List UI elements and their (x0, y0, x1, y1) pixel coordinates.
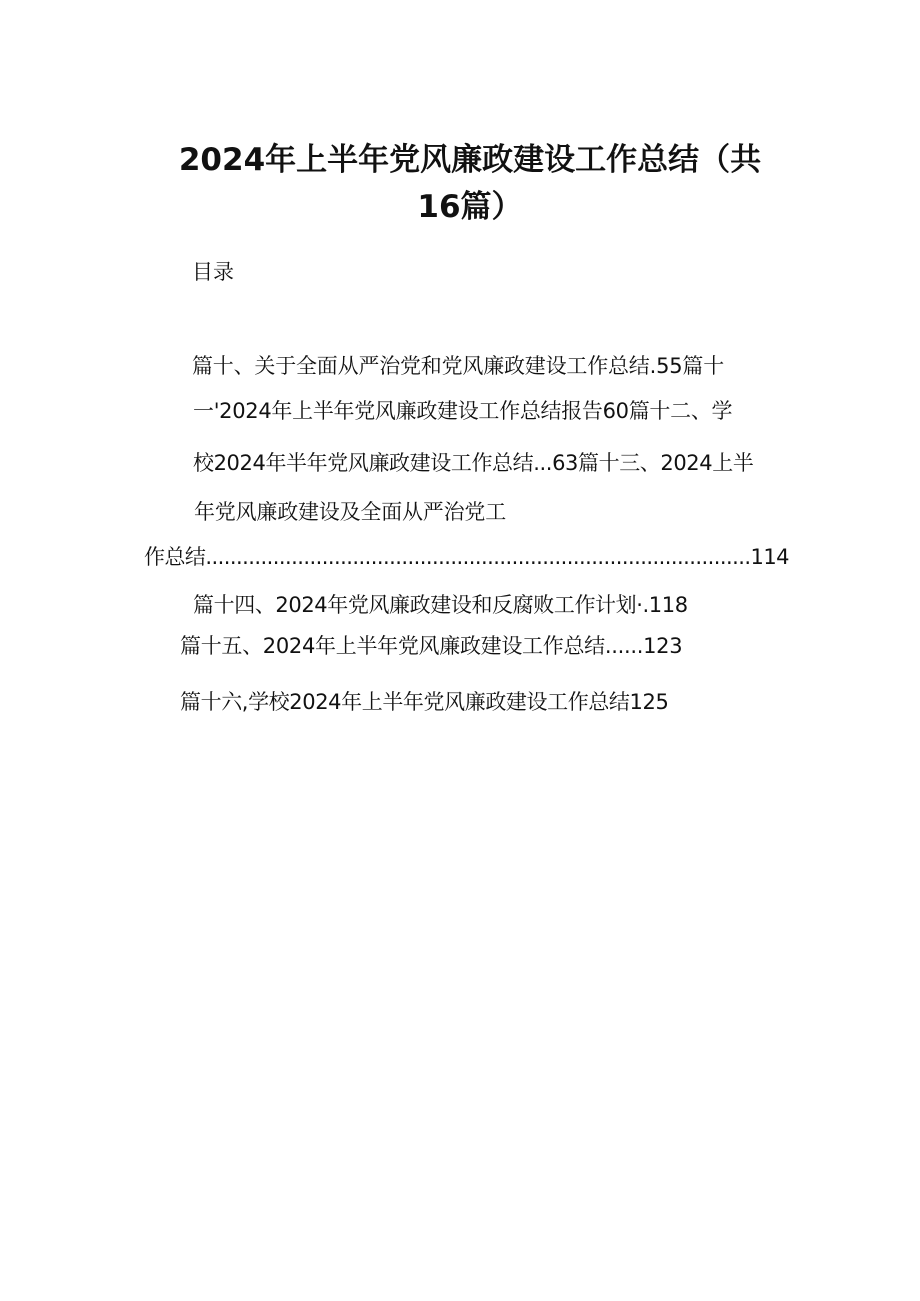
toc-line[interactable]: 篇十四、2024年党风廉政建设和反腐败工作计划·.118 (193, 593, 688, 617)
document-title-line-2: 16篇） (417, 189, 523, 225)
toc-line[interactable]: 年党风廉政建设及全面从严治党工 (194, 500, 506, 524)
toc-line[interactable]: 校2024年半年党风廉政建设工作总结...63篇十三、2024上半 (193, 451, 754, 475)
toc-line[interactable]: 篇十五、2024年上半年党风廉政建设工作总结......123 (180, 634, 683, 658)
toc-line[interactable]: 篇十六,学校2024年上半年党风廉政建设工作总结125 (180, 690, 669, 714)
toc-heading: 目录 (192, 260, 234, 284)
toc-line[interactable]: 一'2024年上半年党风廉政建设工作总结报告60篇十二、学 (193, 399, 733, 423)
toc-line[interactable]: 作总结.........................................................................................114 (144, 545, 789, 569)
document-title-line-1: 2024年上半年党风廉政建设工作总结（共 (178, 142, 762, 178)
toc-line[interactable]: 篇十、关于全面从严治党和党风廉政建设工作总结.55篇十 (192, 354, 724, 378)
